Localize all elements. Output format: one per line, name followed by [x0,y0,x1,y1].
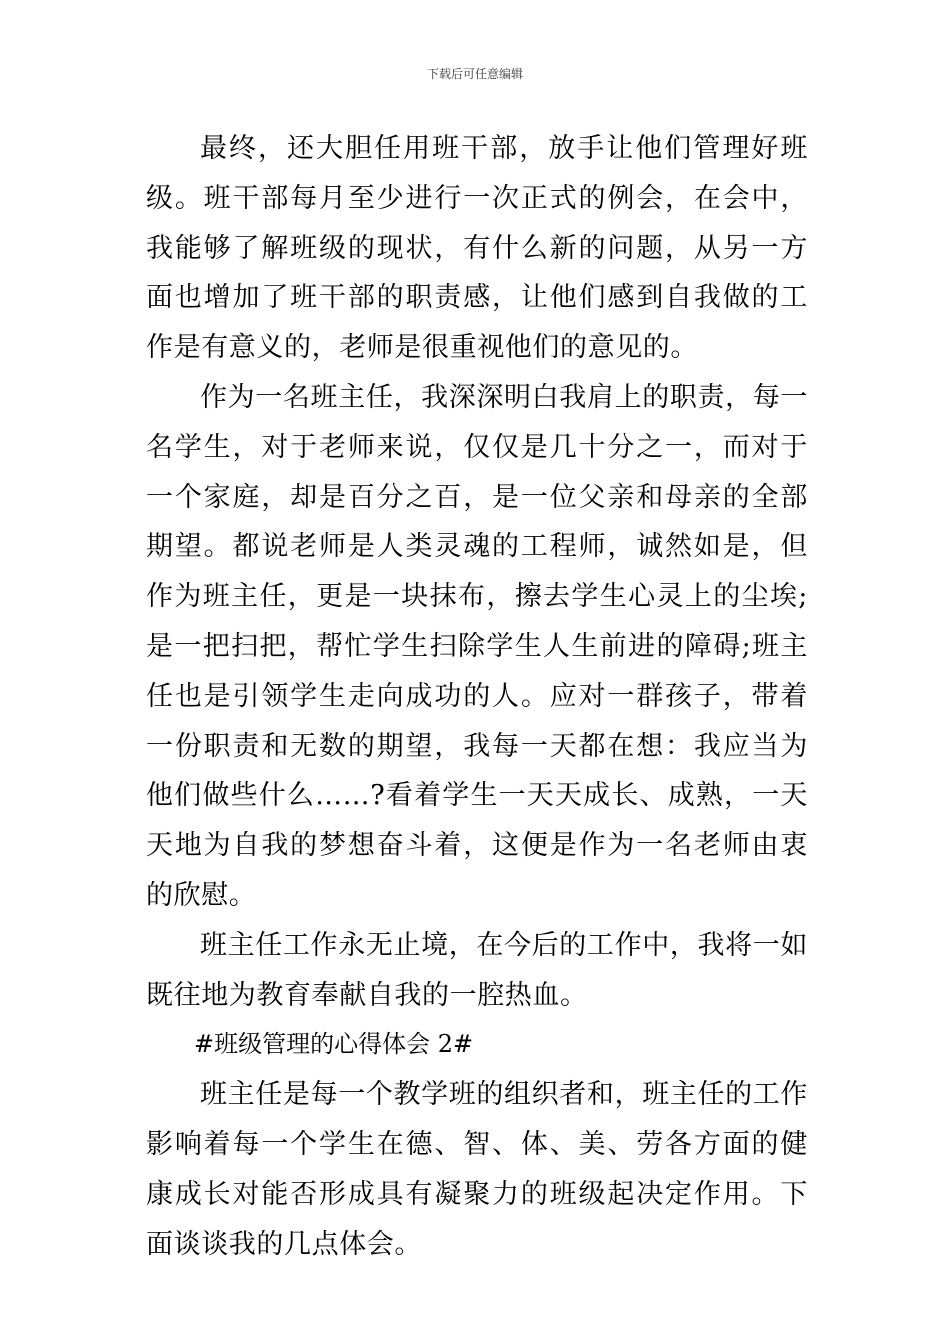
paragraph: 班主任是每一个教学班的组织者和，班主任的工作影响着每一个学生在德、智、体、美、劳各方面的健康成长对能否形成具有凝聚力的班级起决定作用。下面谈谈我的几点体会。 [146,1079,808,1260]
paragraph: 作为一名班主任，我深深明白我肩上的职责，每一名学生，对于老师来说，仅仅是几十分之一，而对于一个家庭，却是百分之百，是一位父亲和母亲的全部期望。都说老师是人类灵魂的工程师，诚然如是，但作为班主任，更是一块抹布，擦去学生心灵上的尘埃;是一把扫把，帮忙学生扫除学生人生前进的障碍;班主任也是引领学生走向成功的人。应对一群孩子，带着一份职责和无数的期望，我每一天都在想：我应当为他们做些什么……?看着学生一天天成长、成熟，一天天地为自我的梦想奋斗着，这便是作为一名老师由衷的欣慰。 [146,381,808,911]
paragraph: 班主任工作永无止境，在今后的工作中，我将一如既往地为教育奉献自我的一腔热血。 [146,929,808,1011]
page-header-note: 下载后可任意编辑 [426,67,523,81]
document-body [146,124,808,1269]
section-heading: #班级管理的心得体会 2# [194,1030,474,1059]
paragraph: 最终，还大胆任用班干部，放手让他们管理好班级。班干部每月至少进行一次正式的例会，在会中，我能够了解班级的现状，有什么新的问题，从另一方面也增加了班干部的职责感，让他们感到自我做的工作是有意义的，老师是很重视他们的意见的。 [146,133,808,364]
